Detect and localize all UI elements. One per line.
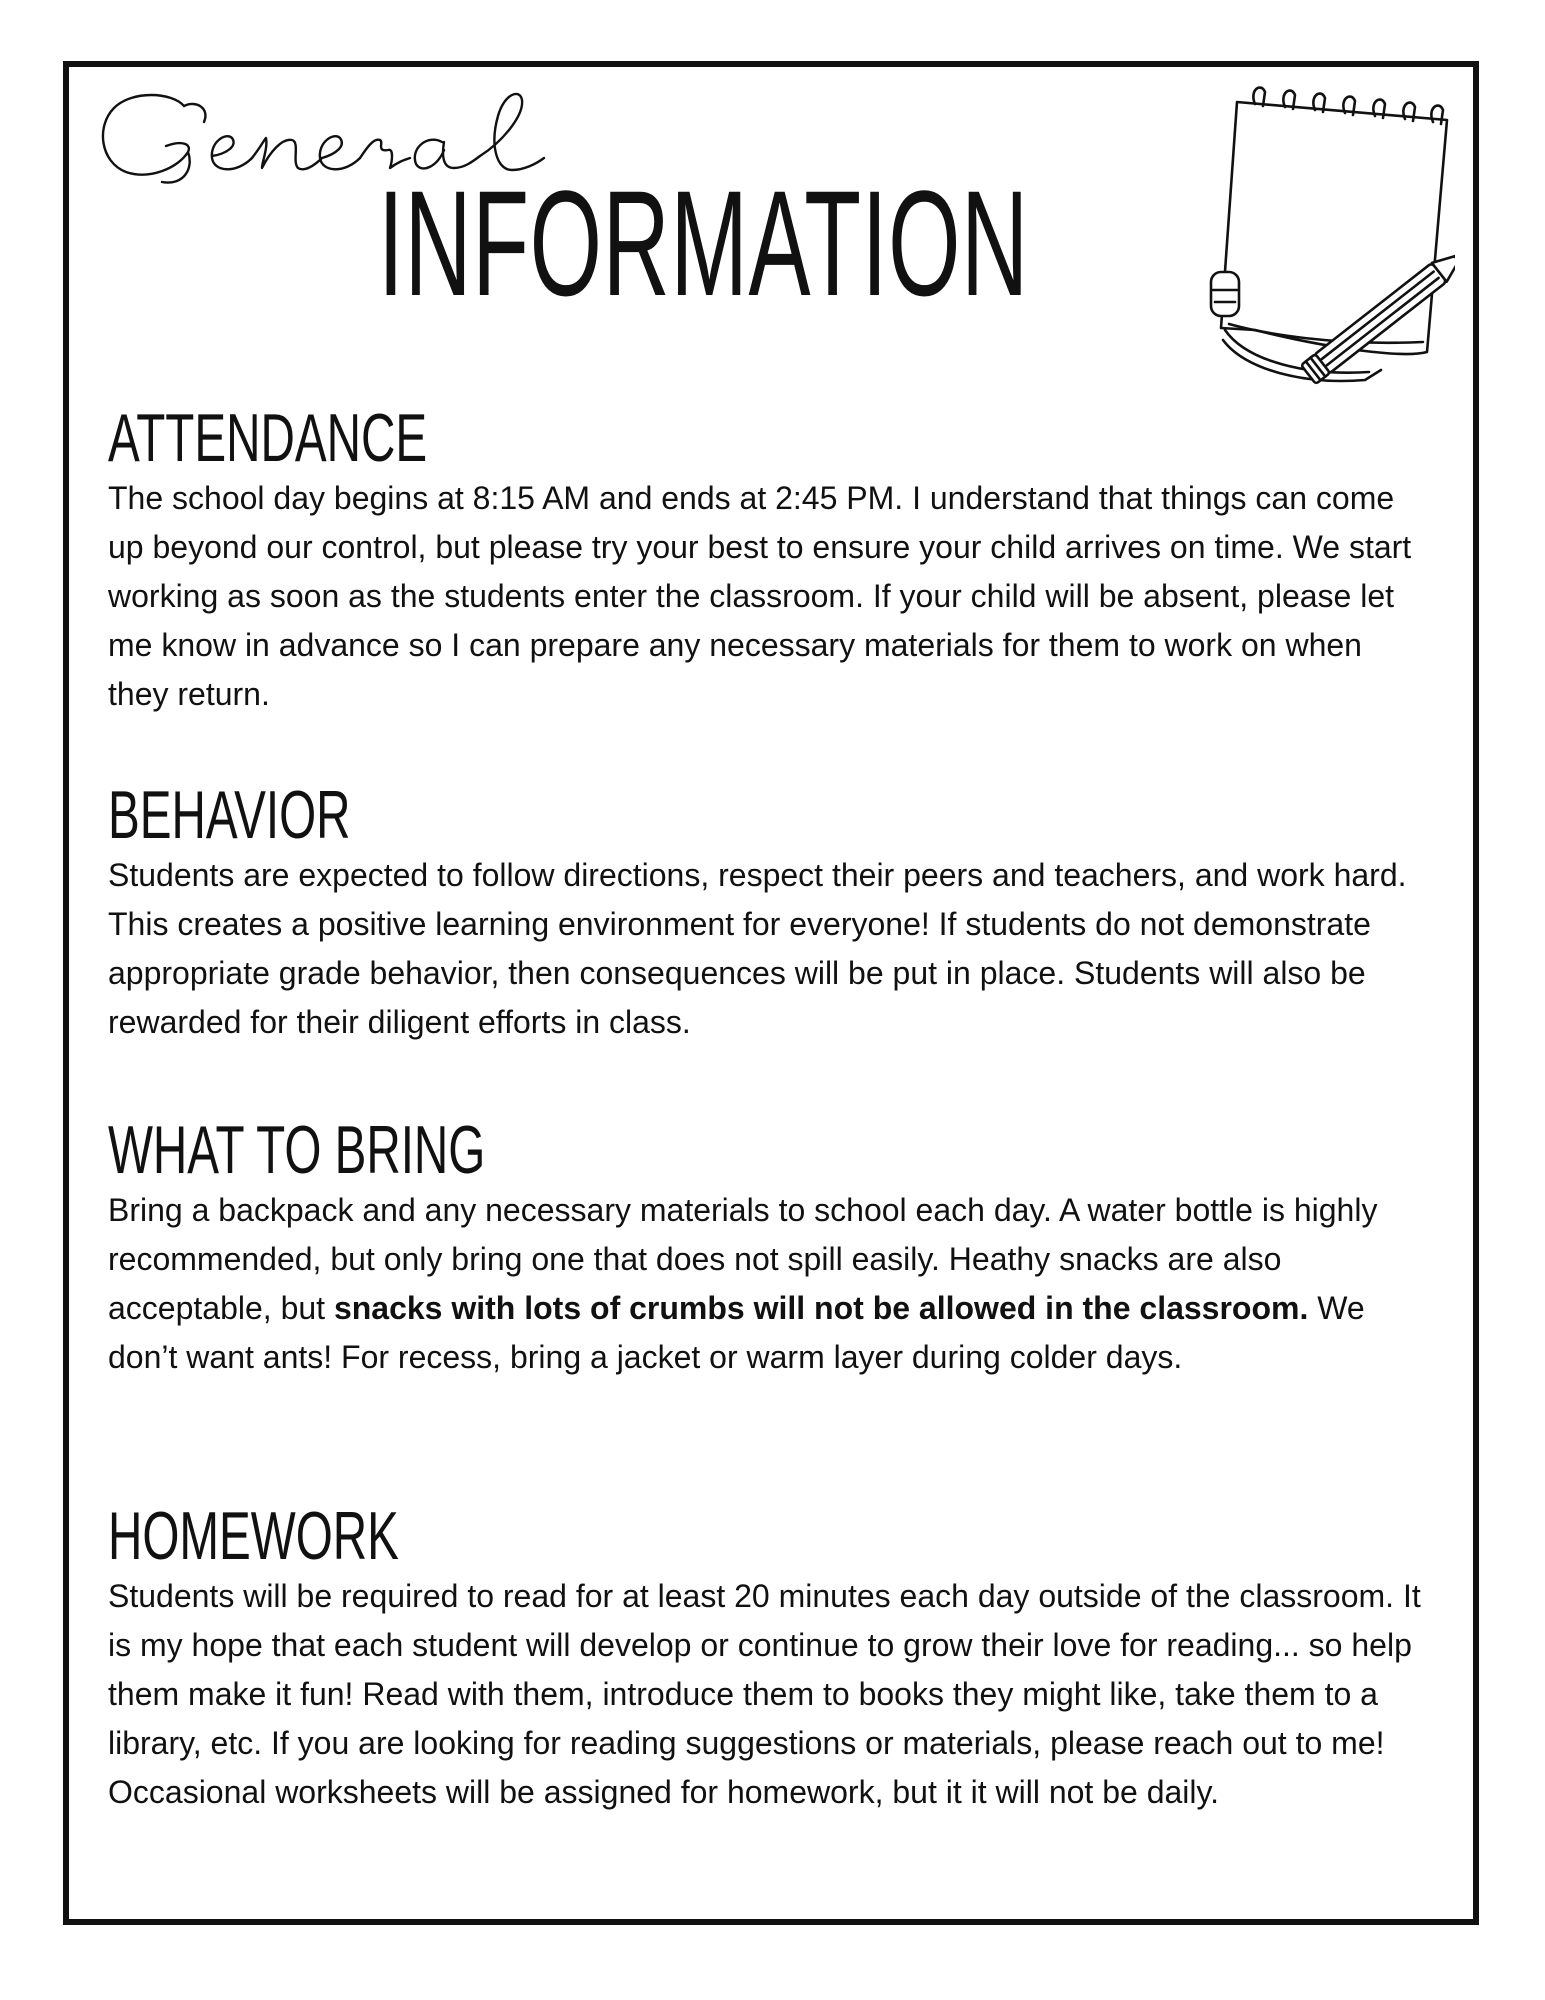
section-homework xyxy=(108,1500,1428,1817)
section-attendance xyxy=(108,402,1428,719)
section-heading: BEHAVIOR xyxy=(108,777,351,853)
section-what-to-bring xyxy=(108,1114,1428,1382)
body-text-bold: snacks with lots of crumbs will not be allowed in the classroom. xyxy=(333,1290,1309,1326)
section-body: Students will be required to read for at least 20 minutes each day outside of the classroom. It is my hope that each student will develop or continue to grow their love for reading... so help them make it fun! Read with them, introduce them to books they might like, take them to a library, etc. If you are looking for reading suggestions or materials, please reach out to me! Occasional worksheets will be assigned for homework, but it it will not be daily. xyxy=(108,1578,1421,1810)
section-body: The school day begins at 8:15 AM and ends at 2:45 PM. I understand that things can come up beyond our control, but please try your best to ensure your child arrives on time. We start working as soon as the students enter the classroom. If your child will be absent, please let me know in advance so I can prepare any necessary materials for them to work on when they return. xyxy=(108,480,1412,712)
page-title: INFORMATION xyxy=(378,159,1029,327)
section-behavior xyxy=(108,779,1428,1047)
body-text-part: We don’t want ants! For recess, bring a jacket or warm layer during colder days. xyxy=(108,1290,1365,1375)
notepad-pencil-icon xyxy=(1185,80,1455,410)
section-heading: WHAT TO BRING xyxy=(108,1112,486,1188)
section-heading: HOMEWORK xyxy=(108,1498,399,1574)
section-body xyxy=(108,1186,1428,1382)
body-text-part: Bring a backpack and any necessary materials to school each day. A water bottle is highly recommended, but only bring one that does not spill easily. Heathy snacks are also acceptable, but xyxy=(108,1192,1378,1326)
section-body: Students are expected to follow directions, respect their peers and teachers, and work hard. This creates a positive learning environment for everyone! If students do not demonstrate appropriate grade behavior, then consequences will be put in place. Students will also be rewarded for their diligent efforts in class. xyxy=(108,857,1407,1040)
section-heading: ATTENDANCE xyxy=(108,400,428,476)
